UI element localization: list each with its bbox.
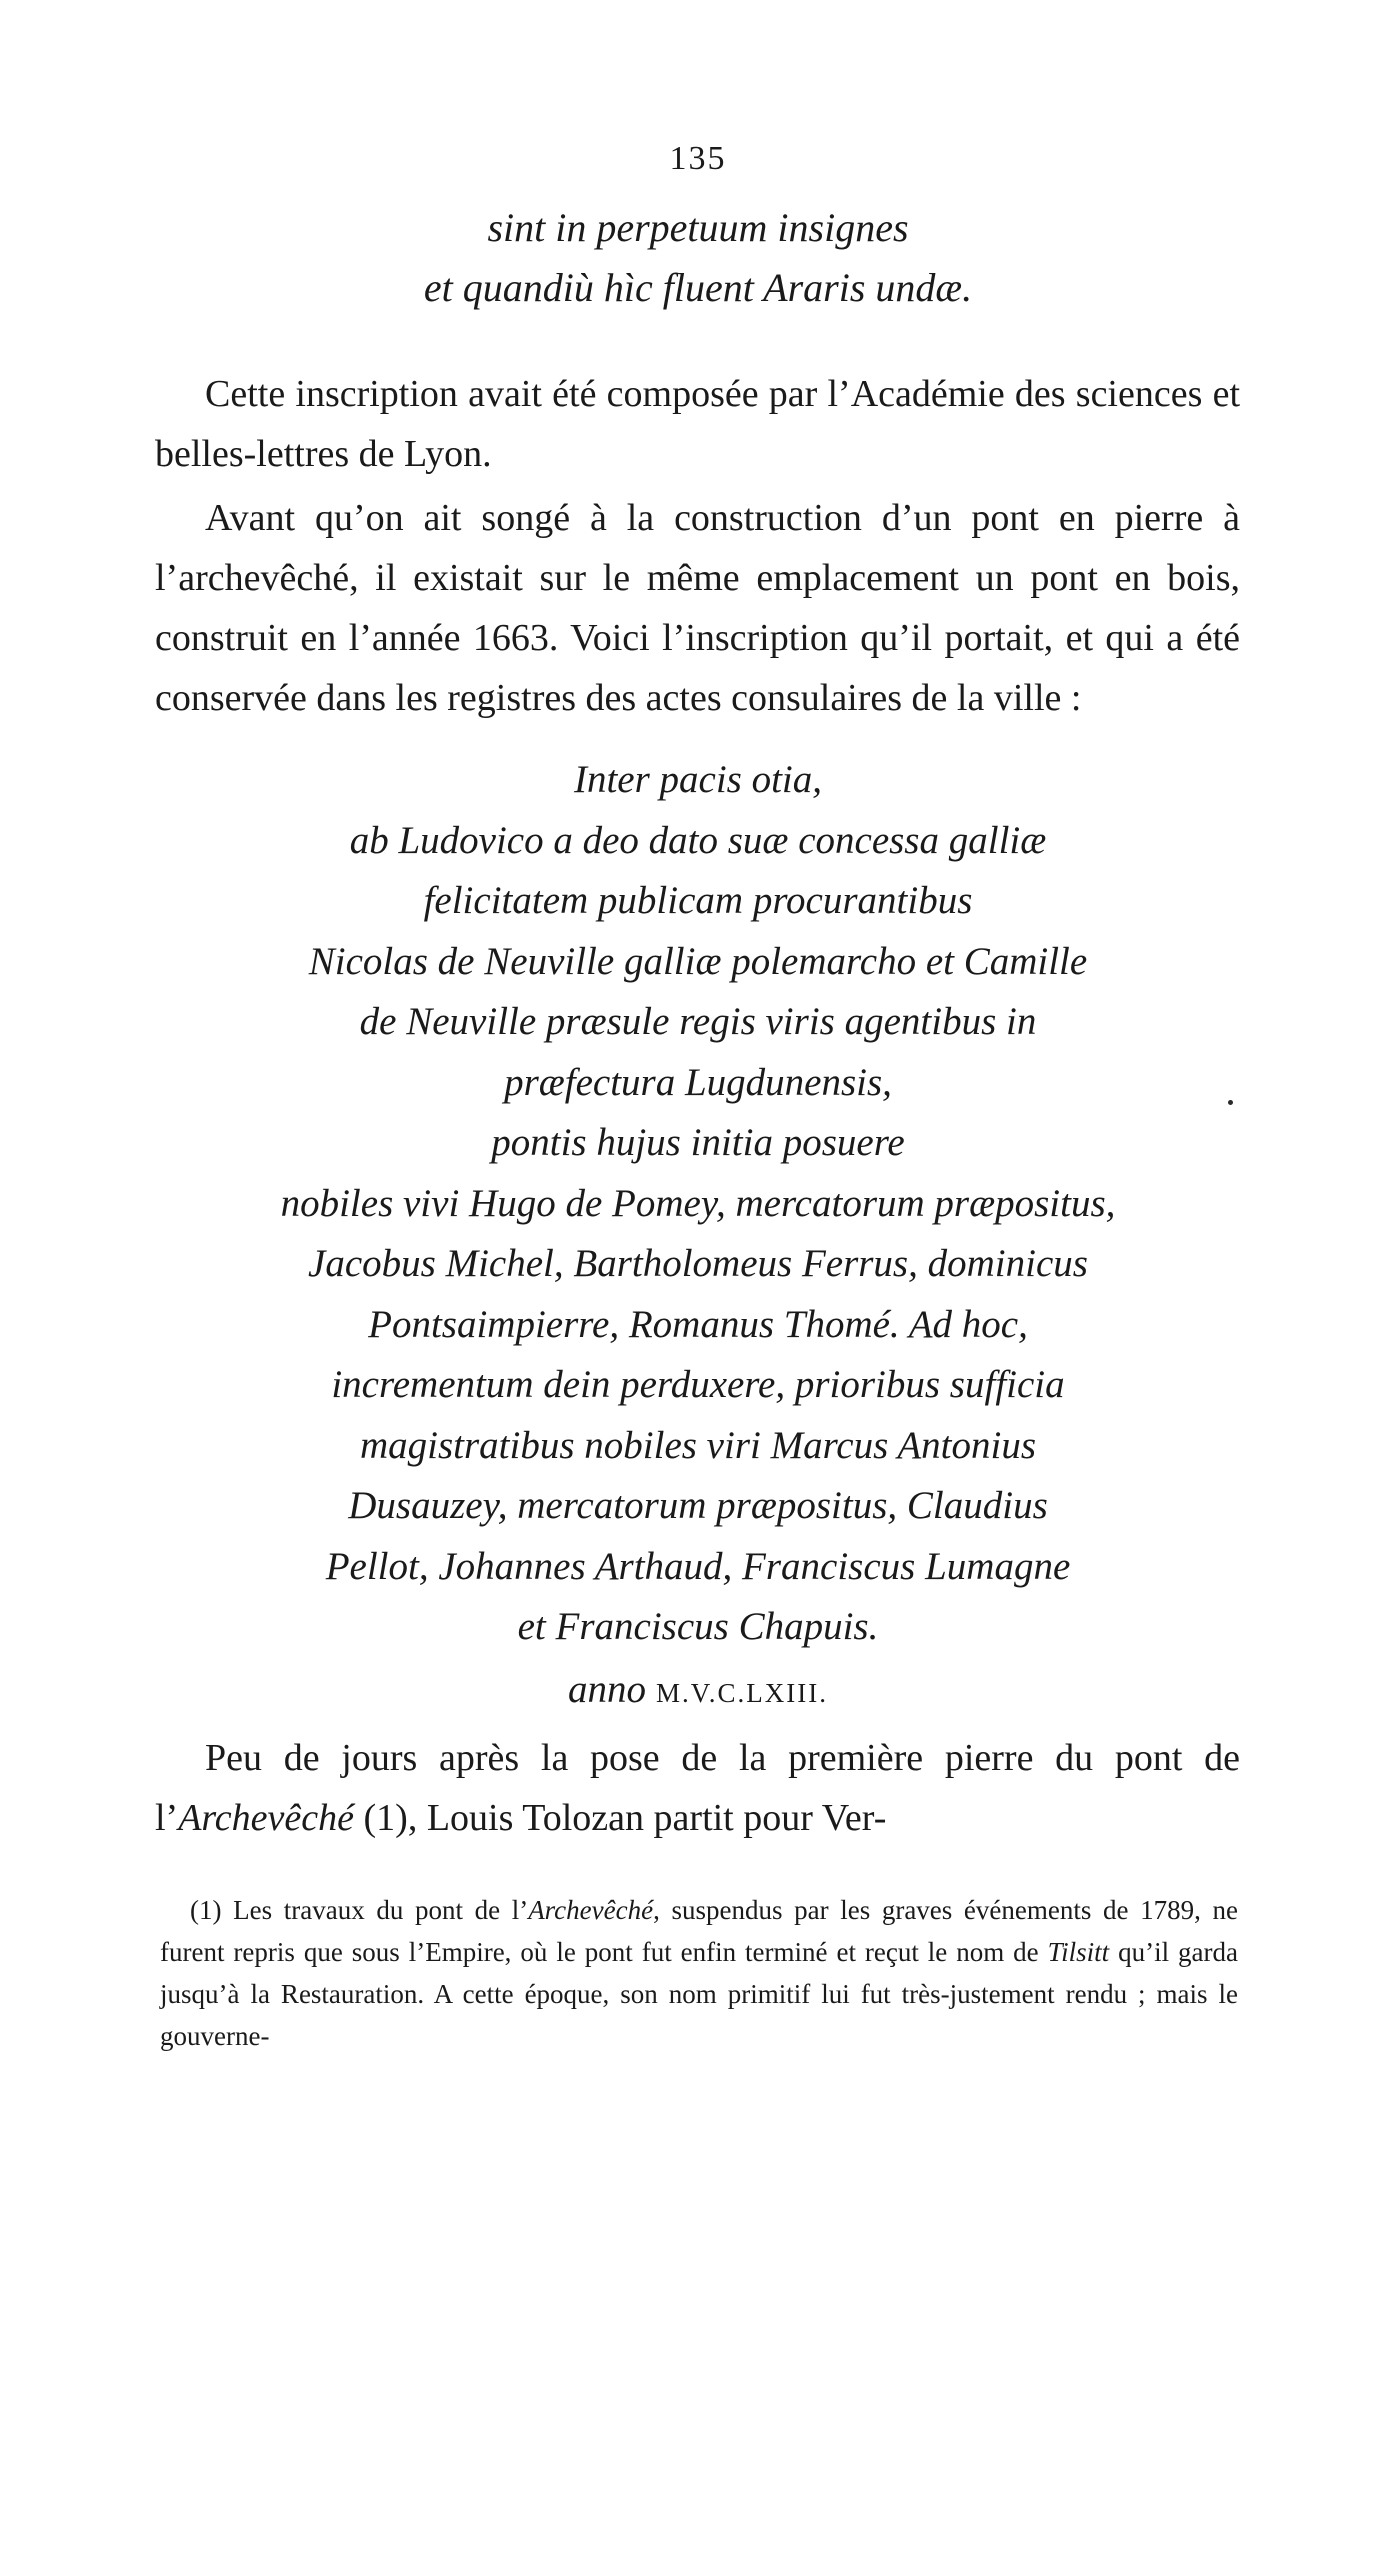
inscription-date [150, 1660, 1246, 1724]
verse-line: sint in perpetuum insignes [487, 205, 909, 250]
paragraph-text: Peu de jours après la pose de la première pierre du pont de l’ [155, 1737, 1240, 1839]
footnote-italic-tilsitt: Tilsitt [1047, 1937, 1110, 1967]
inscription-date-year: M.V.C.LXIII. [656, 1677, 828, 1708]
footnote-marker: (1) [190, 1895, 222, 1925]
inscription-line: præfectura Lugdunensis, [504, 1060, 892, 1104]
inscription-line: incrementum dein perduxere, prioribus sufficia [331, 1363, 1065, 1406]
footnote-text: Les travaux du pont de l’ [221, 1895, 529, 1925]
inscription-line: nobiles vivi Hugo de Pomey, mercatorum præpositus, [280, 1181, 1116, 1225]
inscription-line: ab Ludovico a deo dato suæ concessa galliæ [349, 818, 1047, 862]
inscription-line: Nicolas de Neuville galliæ polemarcho et Camille [308, 939, 1088, 983]
footnote [160, 1889, 1238, 2057]
verse-top [150, 198, 1246, 318]
inscription-line: Inter pacis otia, [573, 758, 823, 801]
inscription-date-word: anno [568, 1667, 646, 1711]
paragraph-pont-en-bois: Avant qu’on ait songé à la construction d’un pont en pierre à l’archevêché, il existait sur le même emplacement un pont en bois, construit en l’année 1663. Voici l’inscription qu’il portait, et qui a été conservée dans les registres des actes consulaires de la ville : [155, 497, 1240, 719]
inscription-line: Pellot, Johannes Arthaud, Franciscus Lumagne [325, 1544, 1071, 1588]
inscription-line: Dusauzey, mercatorum præpositus, Claudius [348, 1484, 1048, 1527]
paragraph-academie: Cette inscription avait été composée par l’Académie des sciences et belles-lettres de Lyon. [155, 373, 1240, 475]
inscription-line: Pontsaimpierre, Romanus Thomé. Ad hoc, [368, 1302, 1028, 1346]
inscription-line: pontis hujus initia posuere [491, 1121, 905, 1164]
ink-speck [1228, 1100, 1233, 1105]
latin-inscription [150, 750, 1246, 1723]
paragraph-tolozan [155, 1728, 1240, 1848]
paragraph-text: (1), Louis Tolozan partit pour Ver- [354, 1797, 887, 1839]
footnote-italic-archeveche: Archevêché [528, 1895, 654, 1925]
inscription-line: de Neuville præsule regis viris agentibus in [359, 1000, 1037, 1043]
footnote-text: qu’il garda jusqu’à la Restauration. A cette époque, son nom primitif lui fut très-justement rendu ; mais le gouverne- [160, 1937, 1238, 2051]
footnote-text: , suspendus par les graves événements de 1789, ne furent repris que sous l’Empire, où le pont fut enfin terminé et reçut le nom de [160, 1895, 1238, 1967]
inscription-line: Jacobus Michel, Bartholomeus Ferrus, dominicus [308, 1242, 1088, 1285]
page-number: 135 [669, 140, 727, 177]
inscription-line: felicitatem publicam procurantibus [423, 879, 973, 922]
paragraph-italic-archeveche: Archevêché [178, 1797, 355, 1839]
inscription-line: et Franciscus Chapuis. [517, 1605, 879, 1648]
inscription-line: magistratibus nobiles viri Marcus Antonius [359, 1423, 1037, 1467]
verse-line: et quandiù hìc fluent Araris undæ. [423, 265, 973, 310]
